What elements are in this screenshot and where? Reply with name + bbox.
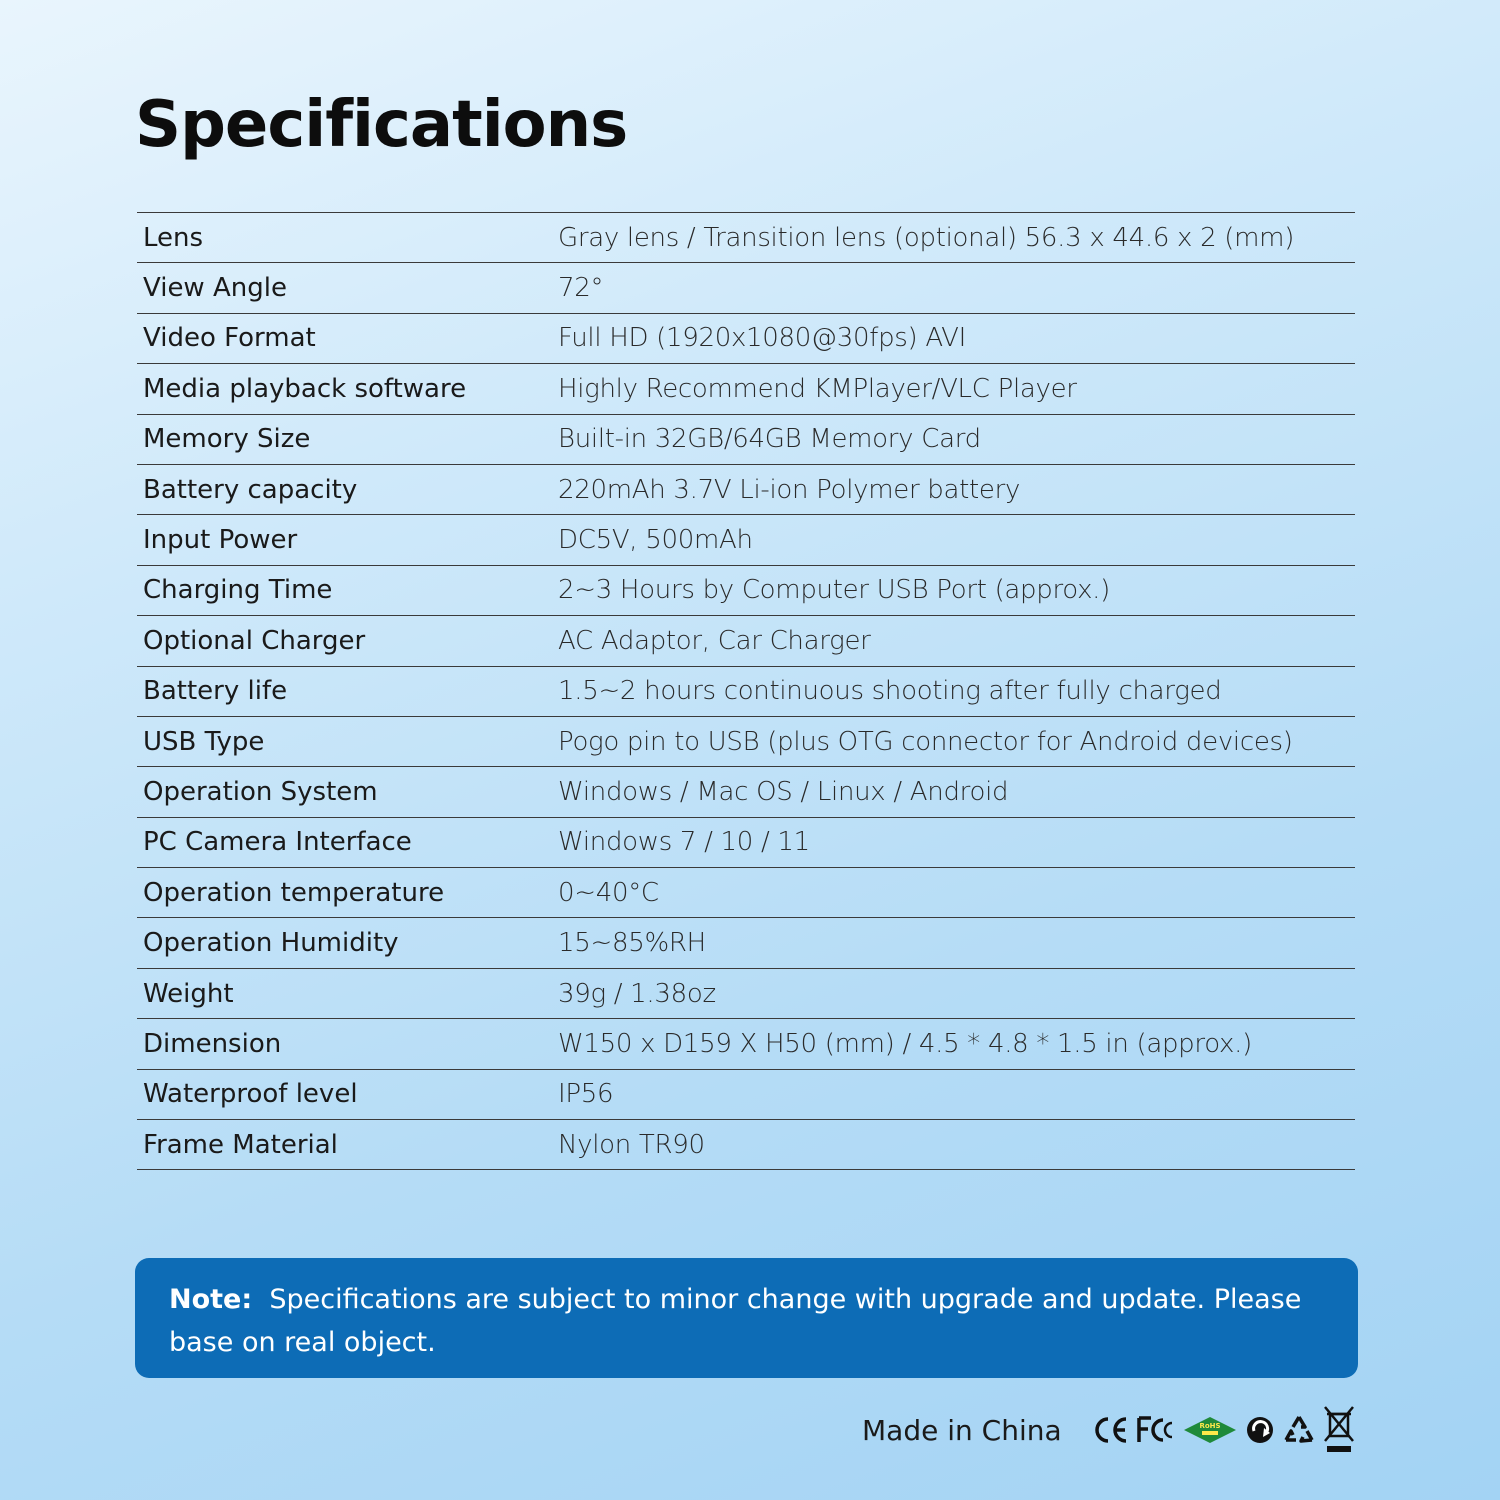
spec-row bbox=[137, 616, 1355, 666]
spec-value: 15~85%RH bbox=[558, 928, 706, 959]
spec-row bbox=[137, 918, 1355, 968]
spec-row bbox=[137, 717, 1355, 767]
spec-row bbox=[137, 465, 1355, 515]
weee-bin-icon bbox=[1322, 1404, 1356, 1456]
spec-label: Optional Charger bbox=[143, 625, 366, 656]
spec-value: Windows 7 / 10 / 11 bbox=[558, 827, 810, 858]
spec-label: View Angle bbox=[143, 273, 287, 304]
spec-label: Video Format bbox=[143, 323, 316, 354]
note-label: Note: bbox=[169, 1284, 253, 1315]
spec-row bbox=[137, 767, 1355, 817]
recycle-icon bbox=[1282, 1414, 1316, 1446]
spec-row bbox=[137, 818, 1355, 868]
spec-row bbox=[137, 566, 1355, 616]
spec-value: 220mAh 3.7V Li-ion Polymer battery bbox=[558, 474, 1021, 505]
spec-label: Dimension bbox=[143, 1028, 282, 1059]
rohs-text: RoHS bbox=[1199, 1422, 1221, 1430]
note-box bbox=[135, 1258, 1358, 1378]
spec-label: USB Type bbox=[143, 726, 265, 757]
footer bbox=[862, 1400, 1362, 1460]
spec-label: Waterproof level bbox=[143, 1079, 358, 1110]
ce-mark-icon bbox=[1092, 1415, 1130, 1445]
spec-label: Media playback software bbox=[143, 373, 467, 404]
spec-label: Weight bbox=[143, 978, 234, 1009]
spec-row bbox=[137, 213, 1355, 263]
rohs-mark-icon bbox=[1182, 1415, 1238, 1445]
spec-value: 0~40°C bbox=[558, 877, 659, 908]
fcc-mark-icon bbox=[1136, 1415, 1176, 1445]
spec-label: Input Power bbox=[143, 525, 298, 556]
spec-table bbox=[137, 212, 1355, 1170]
spec-value: Built-in 32GB/64GB Memory Card bbox=[558, 424, 981, 455]
spec-row bbox=[137, 364, 1355, 414]
spec-value: 1.5~2 hours continuous shooting after fully charged bbox=[558, 676, 1222, 707]
spec-label: Operation System bbox=[143, 776, 378, 807]
compliance-mark-icon bbox=[1244, 1414, 1276, 1446]
spec-value: Pogo pin to USB (plus OTG connector for Android devices) bbox=[558, 726, 1293, 757]
spec-value: AC Adaptor, Car Charger bbox=[558, 625, 871, 656]
spec-value: IP56 bbox=[558, 1079, 614, 1110]
spec-row bbox=[137, 1120, 1355, 1170]
spec-label: Frame Material bbox=[143, 1129, 338, 1160]
spec-value: 72° bbox=[558, 273, 604, 304]
spec-value: Full HD (1920x1080@30fps) AVI bbox=[558, 323, 966, 354]
spec-row bbox=[137, 515, 1355, 565]
spec-value: Windows / Mac OS / Linux / Android bbox=[558, 776, 1009, 807]
spec-value: 39g / 1.38oz bbox=[558, 978, 716, 1009]
note-text: Specifications are subject to minor change with upgrade and update. Please base on real object. bbox=[169, 1284, 1302, 1358]
spec-value: Nylon TR90 bbox=[558, 1129, 705, 1160]
spec-label: Lens bbox=[143, 222, 204, 253]
spec-value: Highly Recommend KMPlayer/VLC Player bbox=[558, 373, 1077, 404]
spec-row bbox=[137, 868, 1355, 918]
spec-row bbox=[137, 1070, 1355, 1120]
page-title: Specifications bbox=[135, 88, 628, 162]
spec-value: Gray lens / Transition lens (optional) 56.3 x 44.6 x 2 (mm) bbox=[558, 222, 1295, 253]
spec-row bbox=[137, 263, 1355, 313]
spec-label: Battery capacity bbox=[143, 474, 358, 505]
spec-label: Operation temperature bbox=[143, 877, 445, 908]
spec-row bbox=[137, 1019, 1355, 1069]
spec-label: PC Camera Interface bbox=[143, 827, 412, 858]
made-in-label: Made in China bbox=[862, 1413, 1062, 1447]
spec-value: 2~3 Hours by Computer USB Port (approx.) bbox=[558, 575, 1110, 606]
spec-label: Operation Humidity bbox=[143, 928, 399, 959]
spec-label: Memory Size bbox=[143, 424, 311, 455]
spec-label: Battery life bbox=[143, 676, 288, 707]
spec-value: W150 x D159 X H50 (mm) / 4.5 * 4.8 * 1.5 in (approx.) bbox=[558, 1028, 1252, 1059]
spec-label: Charging Time bbox=[143, 575, 333, 606]
spec-row bbox=[137, 969, 1355, 1019]
spec-row bbox=[137, 314, 1355, 364]
spec-value: DC5V, 500mAh bbox=[558, 525, 753, 556]
spec-row bbox=[137, 415, 1355, 465]
spec-row bbox=[137, 667, 1355, 717]
